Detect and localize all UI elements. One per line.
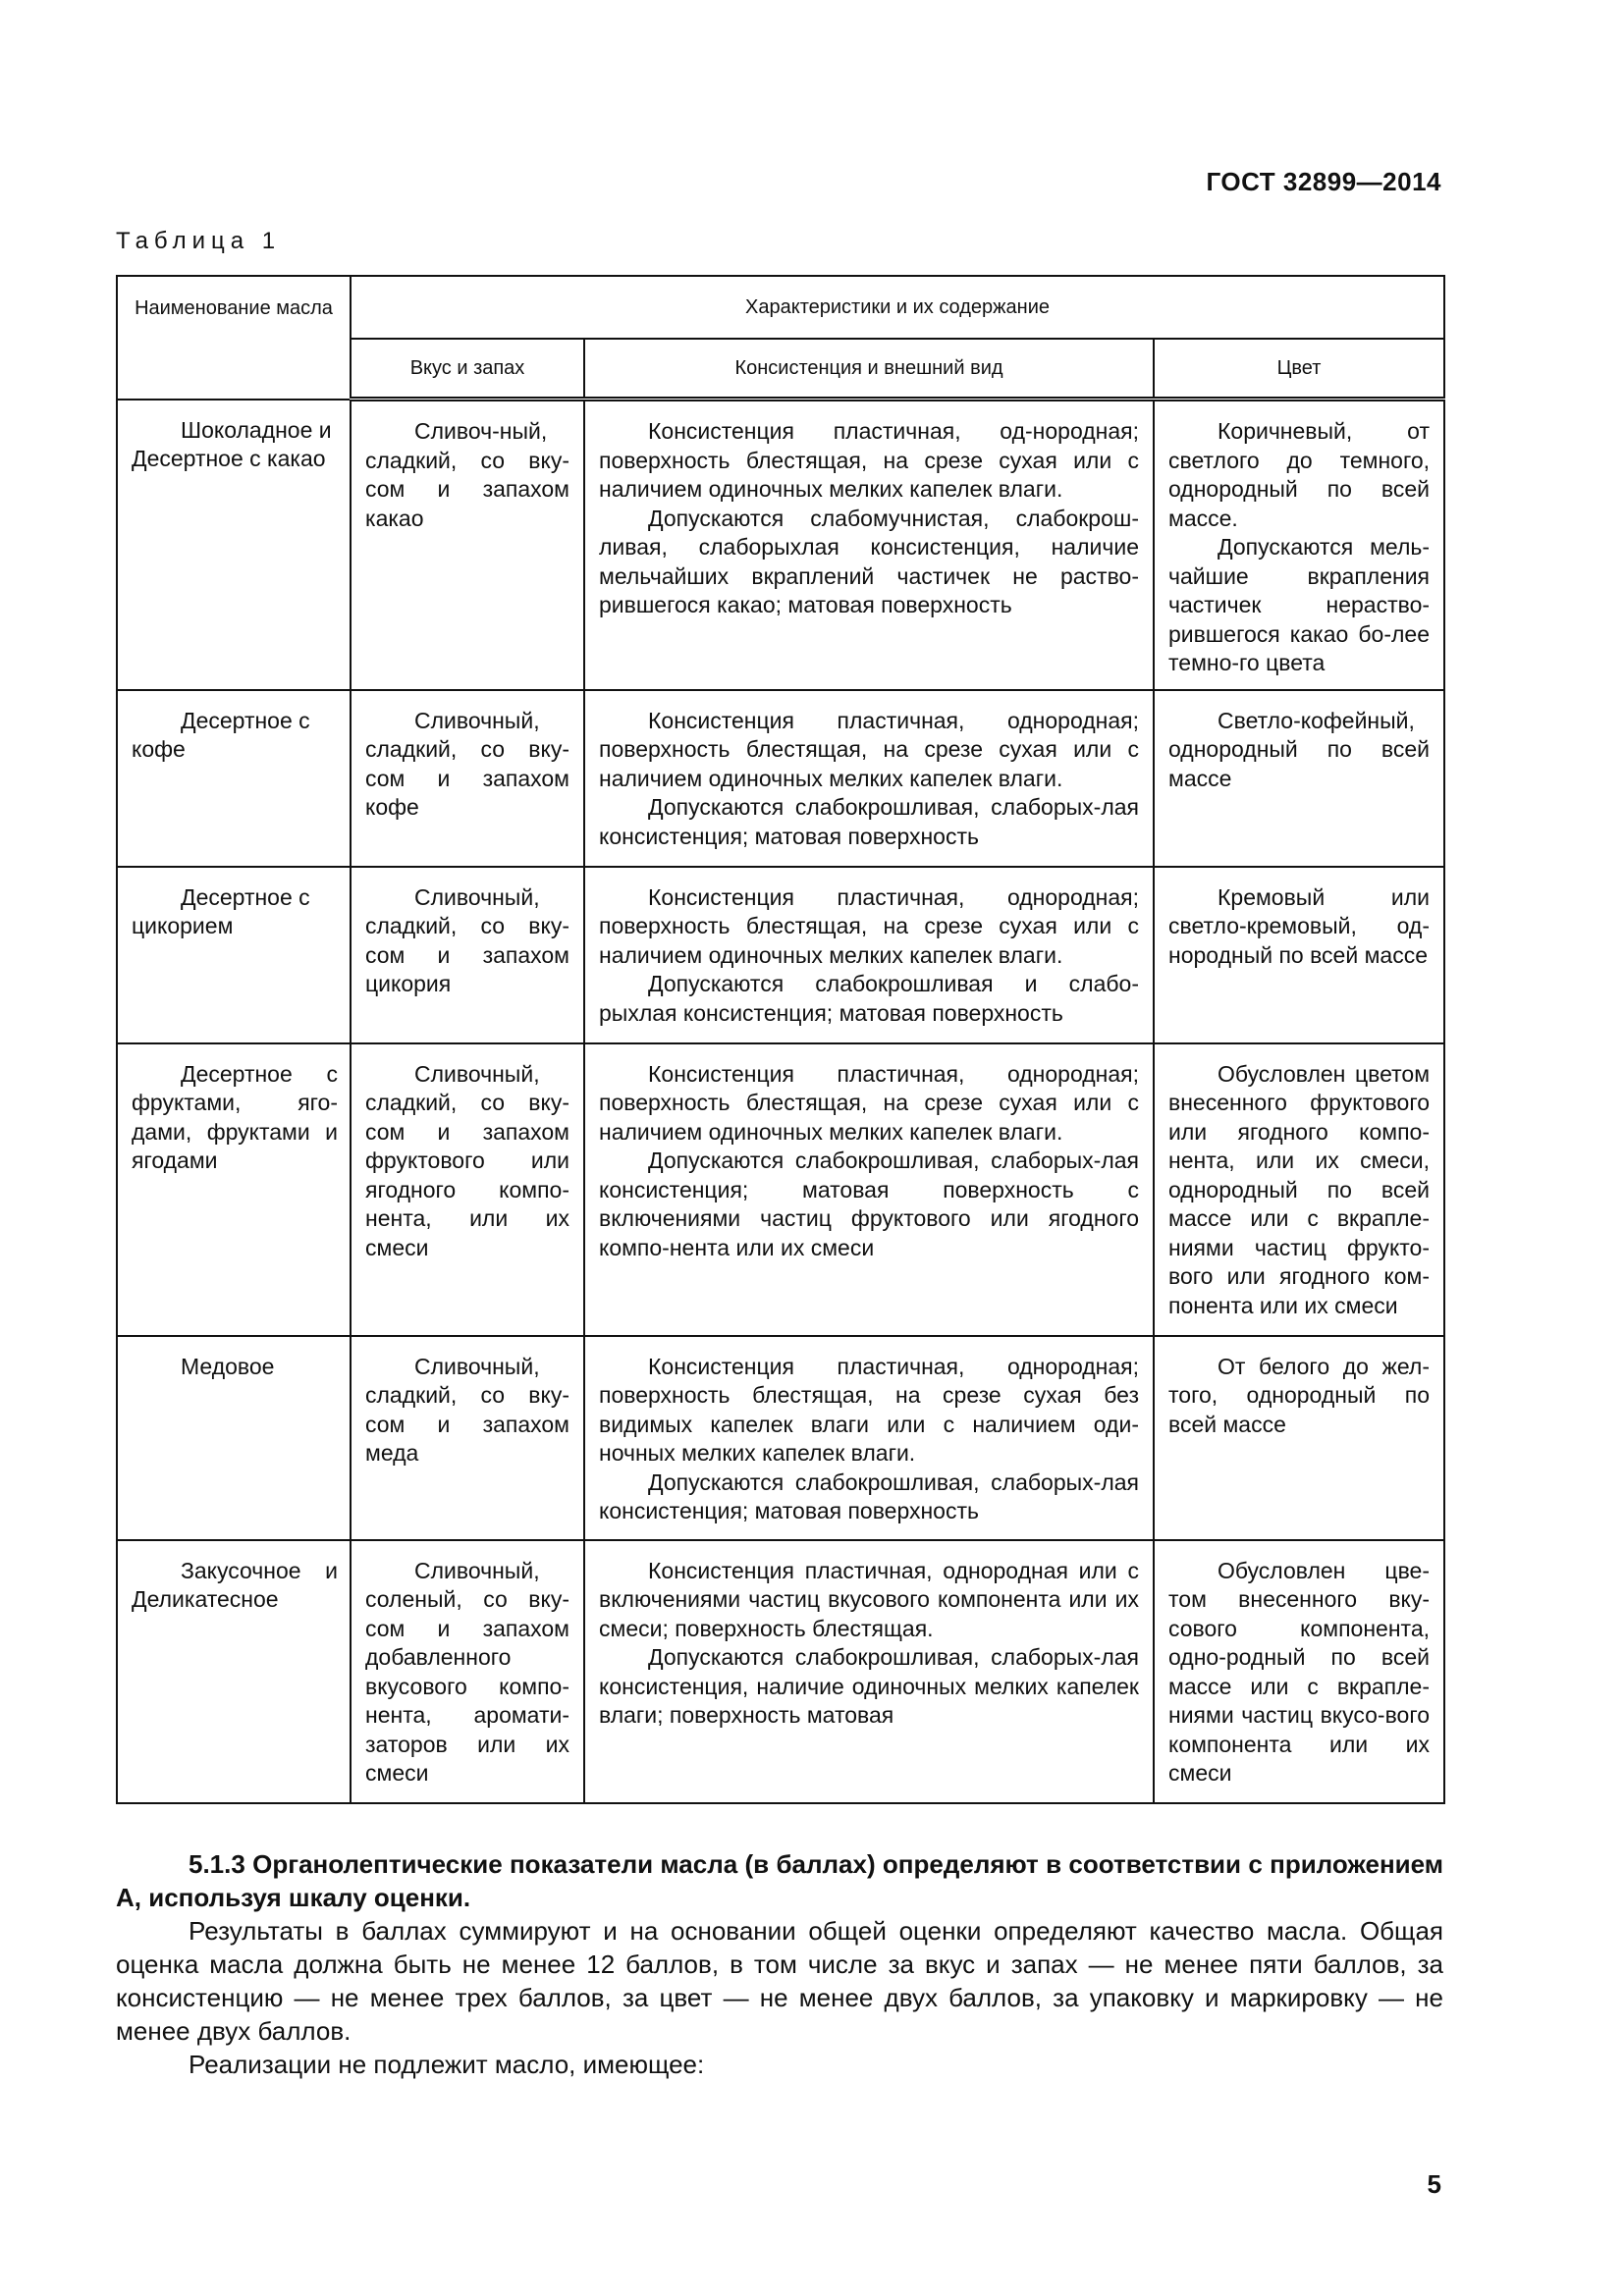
consistency-cell bbox=[584, 1043, 1154, 1336]
header-taste-smell: Вкус и запах bbox=[351, 339, 584, 400]
table-row bbox=[117, 1540, 1444, 1803]
color-allowed-text: Допускаются мель-чайшие вкрапления частичек нераство-рившегося какао бо-лее темно-го цвета bbox=[1168, 534, 1431, 675]
consistency-text: Консистенция пластичная, однородная; поверхность блестящая, на срезе сухая или с наличием одиночных мелких капелек влаги. bbox=[599, 883, 1139, 968]
consistency-allowed-text: Допускаются слабокрошливая, слаборых-лая консистенция; матовая поверхность bbox=[599, 1468, 1139, 1523]
page-number: 5 bbox=[1427, 2169, 1441, 2199]
color-text: Коричневый, от светлого до темного, однородный по всей массе. bbox=[1168, 418, 1431, 531]
butter-name-cell: Шоколадное и Десертное с какао bbox=[117, 400, 351, 690]
color-text: Обусловлен цветом внесенного фруктового или ягодного компо-нента, или их смеси, однородный по всей массе или с вкрапле-ниями частиц фрукто-вого или ягодного ком-понента или их смеси bbox=[1168, 1060, 1431, 1318]
taste-cell: Сливочный, сладкий, со вку-сом и запахом цикория bbox=[351, 867, 584, 1043]
consistency-cell bbox=[584, 1540, 1154, 1803]
consistency-text: Консистенция пластичная, однородная; поверхность блестящая, на срезе сухая без видимых капелек влаги или с наличием оди-ночных мелких капелек влаги. bbox=[599, 1353, 1139, 1466]
taste-cell: Сливоч-ный, сладкий, со вку-сом и запахом какао bbox=[351, 400, 584, 690]
table-row bbox=[117, 400, 1444, 690]
header-butter-name: Наименование масла bbox=[117, 276, 351, 400]
paragraph-scoring: Результаты в баллах суммируют и на основании общей оценки определяют качество масла. Общая оценка масла должна быть не менее 12 баллов, в том числе за вкус и запах — не менее пяти баллов, за консистенцию — не менее трех баллов, за цвет — не менее двух баллов, за упаковку и маркировку — не менее двух баллов. bbox=[116, 1916, 1443, 2046]
color-cell bbox=[1154, 690, 1444, 867]
consistency-allowed-text: Допускаются слабокрошливая, слаборых-лая консистенция, наличие одиночных мелких капелек влаги; поверхность матовая bbox=[599, 1644, 1139, 1728]
butter-name-cell: Десертное с фруктами, яго-дами, фруктами и ягодами bbox=[117, 1043, 351, 1336]
color-text: Кремовый или светло-кремовый, од-нородный по всей массе bbox=[1168, 883, 1431, 968]
consistency-cell bbox=[584, 867, 1154, 1043]
consistency-text: Консистенция пластичная, однородная; поверхность блестящая, на срезе сухая или с наличием одиночных мелких капелек влаги. bbox=[599, 707, 1139, 791]
taste-cell: Сливочный, соленый, со вку-сом и запахом добавленного вкусового компо-нента, аромати-заторов или их смеси bbox=[351, 1540, 584, 1803]
header-characteristics-group: Характеристики и их содержание bbox=[351, 276, 1444, 339]
taste-cell: Сливочный, сладкий, со вку-сом и запахом кофе bbox=[351, 690, 584, 867]
table-row bbox=[117, 1336, 1444, 1540]
taste-cell: Сливочный, сладкий, со вку-сом и запахом фруктового или ягодного компо-нента, или их смеси bbox=[351, 1043, 584, 1336]
consistency-text: Консистенция пластичная, однородная; поверхность блестящая, на срезе сухая или с наличием одиночных мелких капелек влаги. bbox=[599, 1060, 1139, 1145]
consistency-text: Консистенция пластичная, однородная или с включениями частиц вкусового компонента или их смеси; поверхность блестящая. bbox=[599, 1557, 1139, 1641]
color-cell bbox=[1154, 1540, 1444, 1803]
table-caption: Таблица 1 bbox=[116, 228, 282, 254]
color-text: Обусловлен цве-том внесенного вку-сового компонента, одно-родный по всей массе или с вкрапле-ниями частиц вкусо-вого компонента или их смеси bbox=[1168, 1557, 1431, 1786]
taste-cell: Сливочный, сладкий, со вку-сом и запахом меда bbox=[351, 1336, 584, 1540]
consistency-text: Консистенция пластичная, од-нородная; поверхность блестящая, на срезе сухая или с наличием одиночных мелких капелек влаги. bbox=[599, 418, 1139, 502]
section-heading: 5.1.3 Органолептические показатели масла (в баллах) определяют в соответствии с приложением А, используя шкалу оценки. bbox=[116, 1849, 1443, 1912]
color-text: Светло-кофейный, однородный по всей массе bbox=[1168, 707, 1431, 791]
consistency-allowed-text: Допускаются слабомучнистая, слабокрош-ливая, слаборыхлая консистенция, наличие мельчайших вкраплений частичек не раство-рившегося какао; матовая поверхность bbox=[599, 505, 1139, 617]
butter-name-cell: Закусочное и Деликатесное bbox=[117, 1540, 351, 1803]
consistency-allowed-text: Допускаются слабокрошливая и слабо-рыхлая консистенция; матовая поверхность bbox=[599, 971, 1139, 1026]
consistency-allowed-text: Допускаются слабокрошливая, слаборых-лая консистенция; матовая поверхность bbox=[599, 794, 1139, 849]
color-text: От белого до жел-того, однородный по всей массе bbox=[1168, 1353, 1431, 1437]
butter-name-cell: Медовое bbox=[117, 1336, 351, 1540]
color-cell bbox=[1154, 1336, 1444, 1540]
color-cell bbox=[1154, 867, 1444, 1043]
table-row bbox=[117, 867, 1444, 1043]
butter-name-cell: Десертное с кофе bbox=[117, 690, 351, 867]
consistency-cell bbox=[584, 690, 1154, 867]
body-section bbox=[116, 1847, 1443, 2081]
color-cell bbox=[1154, 400, 1444, 690]
butter-characteristics-table bbox=[116, 275, 1445, 1804]
consistency-allowed-text: Допускаются слабокрошливая, слаборых-лая консистенция; матовая поверхность с включениями частиц фруктового или ягодного компо-нента или их смеси bbox=[599, 1148, 1139, 1260]
table-row bbox=[117, 690, 1444, 867]
table-row bbox=[117, 1043, 1444, 1336]
color-cell bbox=[1154, 1043, 1444, 1336]
header-color: Цвет bbox=[1154, 339, 1444, 400]
consistency-cell bbox=[584, 1336, 1154, 1540]
paragraph-not-for-sale: Реализации не подлежит масло, имеющее: bbox=[189, 2050, 705, 2079]
header-consistency-appearance: Консистенция и внешний вид bbox=[584, 339, 1154, 400]
standard-designation: ГОСТ 32899—2014 bbox=[1206, 167, 1441, 196]
butter-name-cell: Десертное с цикорием bbox=[117, 867, 351, 1043]
consistency-cell bbox=[584, 400, 1154, 690]
